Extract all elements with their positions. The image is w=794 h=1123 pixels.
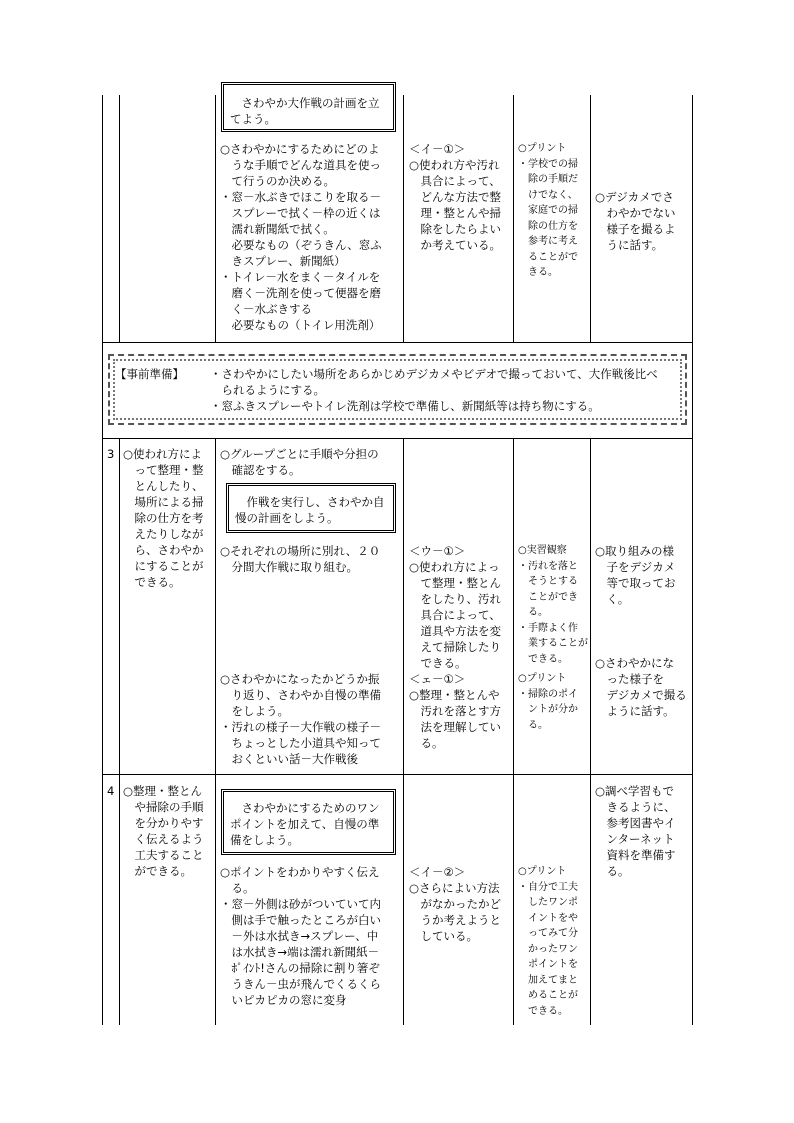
grid-line: [590, 438, 591, 1025]
grid-line: [513, 438, 514, 1025]
evaluation-text: ＜ェ－①＞ ○整理・整とんや 汚れを落とす方 法を理解してい る。: [409, 672, 501, 750]
grid-line: [119, 95, 120, 342]
grid-line: [102, 438, 693, 439]
grid-line: [692, 95, 693, 342]
prep-label: 【事前準備】: [115, 367, 184, 381]
prep-text: ・さわやかにしたい場所をあらかじめデジカメやビデオで撮っておいて、大作戦後比べ られるようにする。 ・窓ふきスプレーやトイレ洗剤は学校で準備し、新聞紙等は持ち物にする。: [210, 367, 658, 413]
method-text: ○プリント ・学校での掃 除の手順だ けでなく、 家庭での掃 除の仕方を 参考に考え ることがで きる。: [518, 143, 578, 278]
method-text: ○実習観察 ・汚れを落と そうとする ことができ る。 ・手際よく作 業することが できる。: [518, 545, 588, 665]
grid-line: [102, 774, 693, 775]
support-text: ○調べ学習もで きるように、 参考図書やイ ンターネット 資料を準備す る。: [595, 784, 676, 878]
objective-box: さわやか大作戦の計画を立 てよう。: [221, 82, 396, 132]
activity-text: ○さわやかにするためにどのよ うな手順でどんな道具を使っ て行うのか決める。 ・窓－水ぶきでほこりを取る－ スプレーで拭く－枠の近くは 濡れ新聞紙で拭く。 必要なもの（ぞうきん、窓ふ きスプレー、新聞紙） ・トイレ－水をまく－タイルを 磨く－洗剤を使って便器を磨 く－水ぶきする 必要なもの（トイレ用洗剤）: [220, 142, 382, 332]
grid-line: [102, 342, 103, 438]
method-text: ○プリント ・掃除のポイ ントが分か る。: [518, 673, 578, 731]
grid-line: [692, 342, 693, 438]
grid-line: [102, 95, 103, 342]
activity-text: ○それぞれの場所に別れ、２０ 分間大作戦に取り組む。: [220, 544, 381, 574]
support-text: ○さわやかにな った様子を デジカメで撮る ように話す。: [595, 656, 687, 718]
activity-text: ○グループごとに手順や分担の 確認をする。: [220, 447, 379, 477]
row-number: 4: [107, 784, 115, 798]
grid-line: [590, 95, 591, 342]
method-text: ○プリント ・自分で工夫 したワンポ イントをや ってみて分 かったワン ポイントを 加えてまと めることが できる。: [518, 866, 578, 1017]
objective-box: さわやかにするためのワン ポイントを加えて、自慢の準 備をしよう。: [221, 789, 396, 855]
activity-text: ○さわやかになったかどうか振 り返り、さわやか自慢の準備 をしよう。 ・汚れの様子－大作戦の様子－ ちょっとした小道具や知って おくといい話－大作戦後: [220, 672, 381, 766]
grid-line: [403, 95, 404, 342]
activity-text: ○ポイントをわかりやすく伝え る。 ・窓－外側は砂がついていて内 側は手で触ったところが白い －外は水拭き→スプレー、中 は水拭き→端は濡れ新聞紙－ ﾎﾟｲﾝﾄ!さんの掃除に割り箸ぞ うきん－虫が飛んでくるくら いピカピカの窓に変身: [220, 865, 381, 1007]
row-number: 3: [107, 447, 115, 461]
evaluation-text: ＜イ－②＞ ○さらによい方法 がなかったかど うか考えようと している。: [409, 865, 501, 943]
grid-line: [102, 342, 693, 343]
goal-text: ○整理・整とん や掃除の手順 を分かりやす く伝えるよう 工夫すること ができる。: [123, 784, 204, 878]
grid-line: [215, 95, 216, 342]
grid-line: [119, 438, 120, 1025]
grid-line: [692, 438, 693, 1025]
objective-box: 作戦を実行し、さわやか自 慢の計画をしよう。: [226, 483, 396, 533]
grid-line: [403, 438, 404, 1025]
grid-line: [513, 95, 514, 342]
goal-text: ○使われ方によ って整理・整 とんしたり、 場所による掃 除の仕方を考 えたりしなが ら、さわやか にすることが できる。: [123, 447, 204, 589]
grid-line: [215, 438, 216, 1025]
support-text: ○取り組みの様 子をデジカメ 等で取ってお く。: [595, 544, 676, 606]
grid-line: [102, 438, 103, 1025]
support-text: ○デジカメでさ わやかでない 様子を撮るよ うに話す。: [595, 190, 676, 252]
evaluation-text: ＜イ－①＞ ○使われ方や汚れ 具合によって、 どんな方法で整 理・整とんや掃 除をしたらよい か考えている。: [409, 142, 501, 252]
evaluation-text: ＜ウ－①＞ ○使われ方によっ て整理・整とん をしたり、汚れ 具合によって、 道具や方法を変 えて掃除したり できる。: [409, 544, 501, 670]
